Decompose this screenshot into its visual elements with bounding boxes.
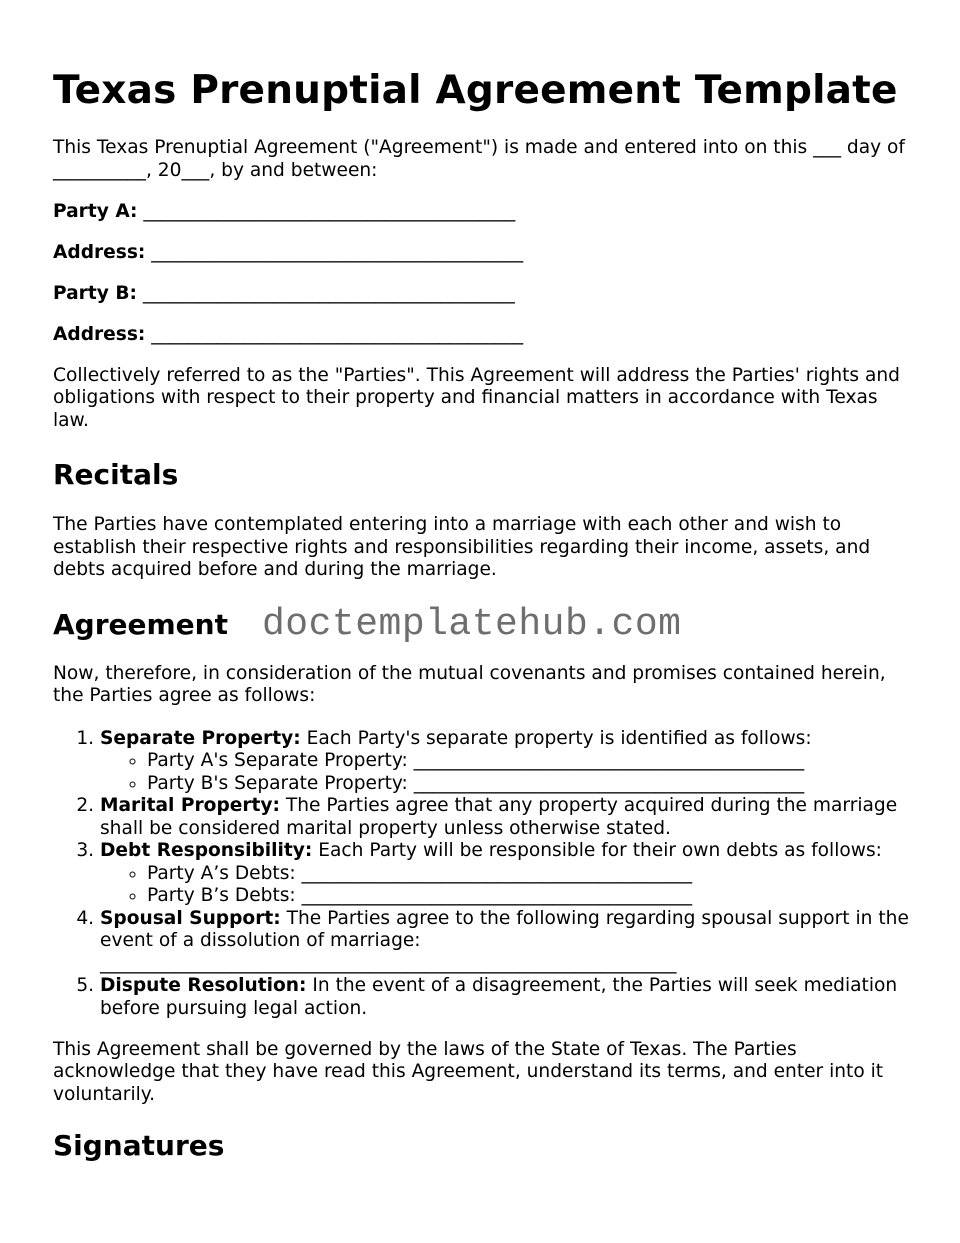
party-b-address-label: Address:	[53, 323, 146, 345]
party-a-blank: ________________________________________	[143, 200, 516, 222]
term-text: Each Party will be responsible for their own debts as follows:	[312, 840, 882, 861]
party-a-address-blank: ________________________________________	[151, 241, 524, 263]
sub-list	[100, 863, 913, 908]
agreement-heading: Agreement	[53, 607, 228, 641]
recitals-paragraph: The Parties have contemplated entering into a marriage with each other and wish to establish their respective rights and responsibilities regarding their income, assets, and debts acquired before and during the marriage.	[53, 514, 871, 580]
party-b-field	[53, 283, 913, 306]
agreement-intro-paragraph: Now, therefore, in consideration of the mutual covenants and promises contained herein, the Parties agree as follows:	[53, 662, 886, 706]
sub-list	[100, 750, 913, 795]
sub-item-party-a-property: ◦ Party A's Separate Property: __________________________________________	[147, 750, 913, 773]
party-b-blank: ________________________________________	[142, 282, 515, 304]
spousal-support-blank: ______________________________________________________________	[100, 952, 677, 974]
party-a-address-field	[53, 242, 913, 265]
closing-paragraph: This Agreement shall be governed by the laws of the State of Texas. The Parties acknowledge that they have read this Agreement, understand its terms, and enter into it voluntarily.	[53, 1038, 884, 1105]
party-a-address-label: Address:	[53, 241, 146, 263]
term-title: Dispute Resolution:	[100, 975, 307, 996]
signatures-heading: Signatures	[53, 1129, 225, 1162]
party-b-address-field	[53, 324, 913, 347]
sub-item-party-b-property: ◦ Party B's Separate Property: __________________________________________	[147, 773, 913, 796]
term-title: Spousal Support:	[100, 907, 281, 929]
document-title: Texas Prenuptial Agreement Template	[53, 68, 898, 113]
watermark: doctemplatehub.com	[262, 602, 682, 646]
sub-item-party-b-debts: ◦ Party B’s Debts: __________________________________________	[147, 885, 913, 908]
term-spousal-support	[100, 908, 913, 976]
sub-item-party-a-debts: ◦ Party A’s Debts: __________________________________________	[147, 863, 913, 886]
term-marital-property	[100, 795, 913, 840]
recitals-heading: Recitals	[53, 458, 179, 491]
party-a-label: Party A:	[53, 200, 138, 222]
term-title: Marital Property:	[100, 795, 280, 816]
term-text: The Parties agree that any property acquired during the marriage shall be considered marital property unless otherwise stated.	[100, 795, 898, 839]
party-a-field	[53, 201, 913, 224]
document-page	[53, 0, 913, 1163]
term-separate-property	[100, 728, 913, 796]
term-text: The Parties agree to the following regarding spousal support in the event of a dissolution of marriage:	[100, 907, 909, 951]
term-dispute-resolution	[100, 975, 913, 1020]
party-b-label: Party B:	[53, 282, 137, 304]
term-text: In the event of a disagreement, the Parties will seek mediation before pursuing legal action.	[100, 975, 898, 1019]
party-b-address-blank: ________________________________________	[151, 323, 524, 345]
term-debt-responsibility	[100, 840, 913, 908]
term-title: Debt Responsibility:	[100, 840, 313, 861]
parties-note-paragraph: Collectively referred to as the "Parties". This Agreement will address the Parties' rights and obligations with respect to their property and financial matters in accordance with Texas law.	[53, 364, 900, 431]
intro-paragraph: This Texas Prenuptial Agreement ("Agreement") is made and entered into on this ___ day of __________, 20___, by and between:	[53, 137, 905, 181]
term-title: Separate Property:	[100, 727, 301, 749]
agreement-heading-row	[53, 602, 913, 646]
term-text: Each Party's separate property is identified as follows:	[300, 727, 812, 749]
terms-list	[53, 728, 913, 1021]
